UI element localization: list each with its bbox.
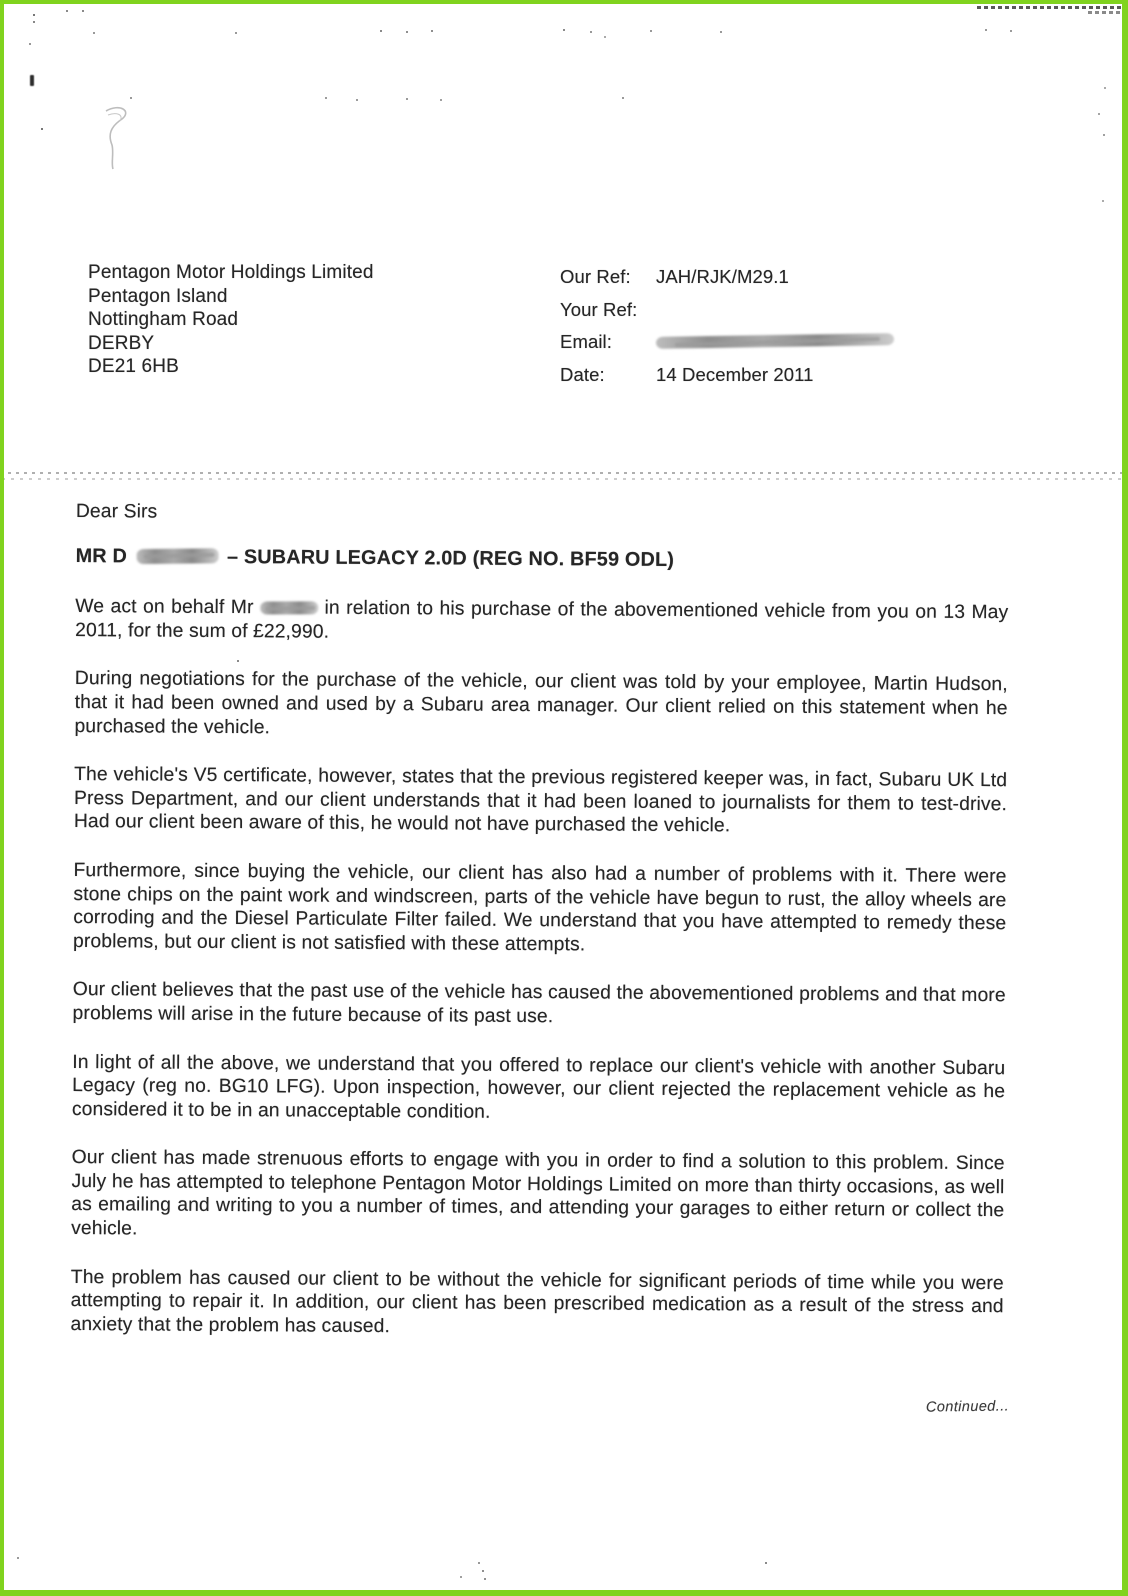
subject-line [76,545,1009,575]
opening-before-redaction: We act on behalf Mr [75,596,254,619]
paragraph: The problem has caused our client to be without the vehicle for significant periods of time while you were attempting to repair it. In addition, our client has been prescribed medication as a result of the stress and anxiety that the problem has caused. [70,1266,1004,1337]
your-ref-label: Your Ref: [560,298,638,320]
subject-prefix: MR D [75,544,128,567]
scan-dash-artifact [1088,11,1123,14]
address-line: Pentagon Island [88,285,228,307]
redaction-scribble [137,548,219,564]
email-value-redacted [656,331,894,364]
opening-after-redaction: in relation to his purchase of the abovementioned vehicle from you on 13 May 2011, for the sum of £22,990. [75,597,1009,643]
ink-blot-artifact [30,75,34,86]
paragraph: In light of all the above, we understand that you offered to replace our client's vehicle with another Subaru Legacy (reg no. BG10 LFG). Upon inspection, however, our client rejected the replacement vehicle as he considered it to be in an unacceptable condition. [71,1051,1006,1123]
recipient-address [88,261,374,379]
paragraph: During negotiations for the purchase of the vehicle, our client was told by your employee, Martin Hudson, that it had been owned and used by a Subaru area manager. Our client relied on this statement when he purchased the vehicle. [74,668,1008,738]
address-line: DERBY [88,332,155,354]
paragraph-opening [75,595,1008,648]
fold-line-artifact [0,472,1128,474]
paragraph: Furthermore, since buying the vehicle, our client has also had a number of problems with it. There were stone chips on the paint work and windscreen, parts of the vehicle have begun to rust, the alloy wheels are corroding and the Diesel Particulate Filter failed. We understand that you have attempted to remedy these problems, but our client is not satisfied with these attempts. [73,859,1007,956]
scan-border-left [0,0,4,1596]
paragraph: Our client has made strenuous efforts to engage with you in order to find a solution to this problem. Since July he has attempted to telephone Pentagon Motor Holdings Limited on more than thirty occasions, as well as emailing and writing to you a number of times, and attending your garages to either return or collect the vehicle. [71,1147,1005,1240]
scan-border-bottom [0,1590,1128,1596]
address-line: DE21 6HB [88,356,179,377]
paragraph: Our client believes that the past use of the vehicle has caused the abovementioned problems and that more problems will arise in the future because of its past use. [72,979,1006,1028]
date-label: Date: [560,363,605,385]
scan-dash-artifact [977,6,1123,9]
fold-line-artifact [0,478,1128,480]
scan-border-top [0,0,1128,4]
address-line: Pentagon Motor Holdings Limited [88,262,374,283]
scan-border-right [1122,0,1128,1596]
date-value: 14 December 2011 [656,363,814,385]
address-line: Nottingham Road [88,309,239,330]
scan-doodle-artifact [98,101,150,173]
subject-suffix: – SUBARU LEGACY 2.0D (REG NO. BF59 ODL) [226,545,675,571]
our-ref-label: Our Ref: [560,266,631,287]
redaction-scribble [261,601,319,614]
letter-body [70,500,1009,1343]
continued-label: Continued... [925,1398,1010,1416]
paragraph: The vehicle's V5 certificate, however, states that the previous registered keeper was, in fact, Subaru UK Ltd Press Department, and our client understands that it had been loaned to journalists for them to test-drive. Had our client been aware of this, he would not have purchased the vehicle. [73,764,1008,837]
salutation: Dear Sirs [75,500,158,523]
your-ref-value [656,299,894,332]
our-ref-value: JAH/RJK/M29.1 [656,266,789,287]
email-label: Email: [560,331,612,352]
reference-block [560,266,894,396]
redaction-scribble [656,333,894,349]
